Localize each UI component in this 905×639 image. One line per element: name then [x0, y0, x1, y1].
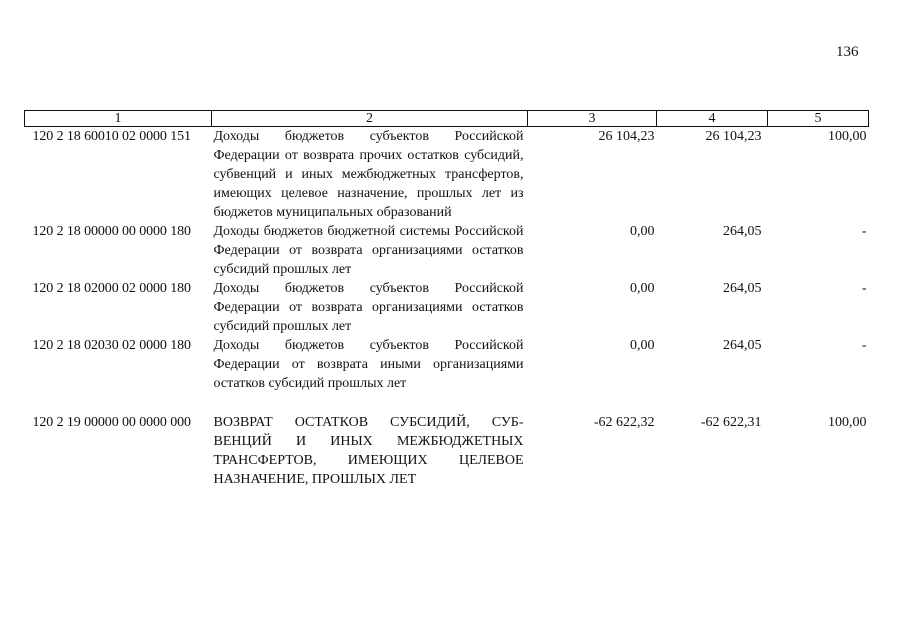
budget-code: 120 2 18 60010 02 0000 151 — [32, 129, 191, 144]
page-number: 136 — [836, 44, 859, 60]
header-col-5: 5 — [768, 111, 869, 127]
header-col-1: 1 — [25, 111, 212, 127]
value-col-3: 26 104,23 — [598, 129, 655, 144]
header-row — [25, 111, 869, 127]
table-row — [25, 336, 869, 393]
value-col-5: - — [861, 281, 867, 296]
budget-table — [24, 110, 869, 489]
value-col-4: 26 104,23 — [705, 129, 762, 144]
value-col-4: 264,05 — [723, 224, 762, 239]
value-col-3: 0,00 — [630, 338, 655, 353]
row-spacer — [25, 393, 869, 413]
budget-code: 120 2 18 02000 02 0000 180 — [32, 281, 191, 296]
value-col-5: - — [861, 224, 867, 239]
value-col-3: 0,00 — [630, 224, 655, 239]
budget-code: 120 2 18 02030 02 0000 180 — [32, 338, 191, 353]
budget-code: 120 2 18 00000 00 0000 180 — [32, 224, 191, 239]
header-col-3: 3 — [528, 111, 657, 127]
value-col-5: 100,00 — [828, 415, 867, 430]
row-description: Доходы бюджетов бюджетной системы Российской Федерации от возврата организациями остатков субсидий прошлых лет — [213, 224, 524, 277]
value-col-3: 0,00 — [630, 281, 655, 296]
value-col-3: -62 622,32 — [593, 415, 655, 430]
value-col-5: - — [861, 338, 867, 353]
row-description: Доходы бюджетов субъектов Российской Федерации от возврата иными организациями остатков субсидий прошлых лет — [213, 338, 524, 391]
table-row — [25, 279, 869, 336]
row-description: Доходы бюджетов субъектов Российской Федерации от возврата организациями остатков субсидий прошлых лет — [213, 281, 524, 334]
table-header — [25, 111, 869, 127]
header-col-2: 2 — [212, 111, 528, 127]
table-row — [25, 222, 869, 279]
value-col-5: 100,00 — [828, 129, 867, 144]
budget-code: 120 2 19 00000 00 0000 000 — [32, 415, 191, 430]
value-col-4: -62 622,31 — [700, 415, 762, 430]
value-col-4: 264,05 — [723, 281, 762, 296]
table-row — [25, 127, 869, 223]
value-col-4: 264,05 — [723, 338, 762, 353]
table-body — [25, 127, 869, 490]
table-row — [25, 413, 869, 489]
row-description: Доходы бюджетов субъектов Российской Федерации от возврата прочих остатков субсидий, субвенций и иных межбюджетных трансфертов, имеющих целевое назначение, прошлых лет из бюджетов муниципальных образований — [213, 129, 524, 220]
row-description: ВОЗВРАТ ОСТАТКОВ СУБСИДИЙ, СУБ-ВЕНЦИЙ И ИНЫХ МЕЖБЮДЖЕТНЫХ ТРАНСФЕРТОВ, ИМЕЮЩИХ ЦЕЛЕВОЕ НАЗНАЧЕНИЕ, ПРОШЛЫХ ЛЕТ — [213, 415, 524, 487]
header-col-4: 4 — [657, 111, 768, 127]
